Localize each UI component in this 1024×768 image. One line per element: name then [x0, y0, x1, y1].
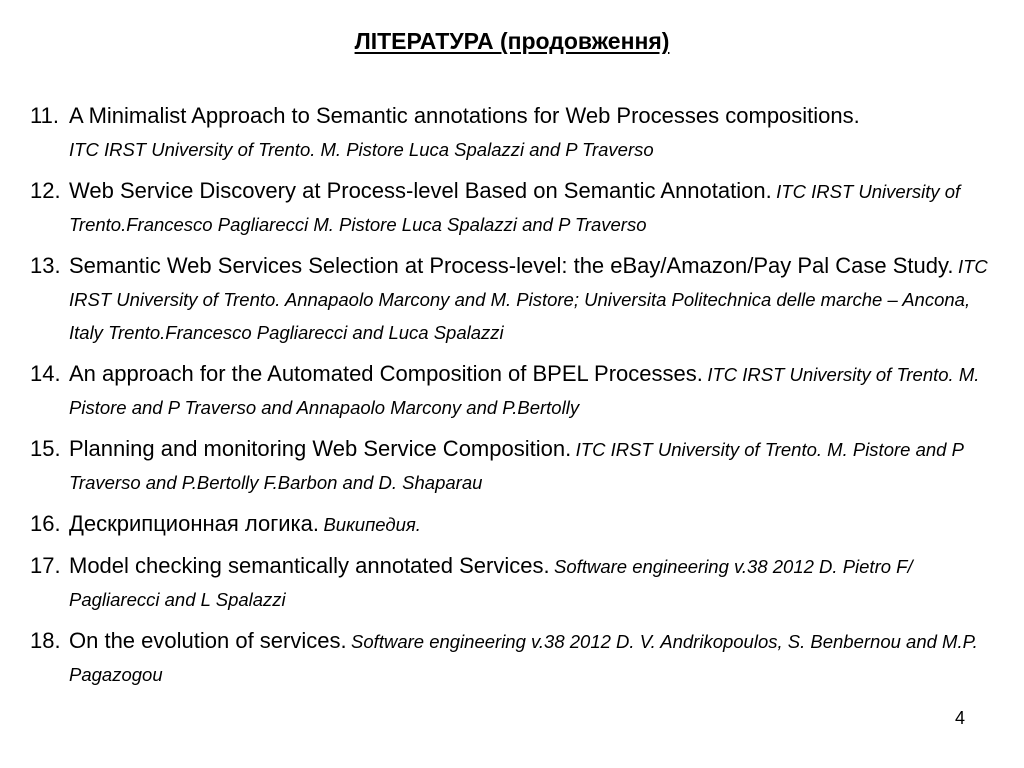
reference-source: Software engineering v.38 2012 D. V. Andrikopoulos, S. Benbernou and M.P. Pagazogou: [69, 631, 978, 685]
reference-title: A Minimalist Approach to Semantic annotations for Web Processes compositions.: [69, 103, 860, 128]
reference-number: 13.: [30, 253, 61, 278]
reference-item-12: [30, 175, 1005, 242]
reference-item-15: [30, 433, 1005, 500]
reference-title: Planning and monitoring Web Service Composition.: [69, 436, 572, 461]
reference-source: ITC IRST University of Trento. M. Pistore and P Traverso and Annapaolo Marcony and P.Bertolly: [69, 364, 980, 418]
reference-item-11: [30, 100, 1005, 167]
reference-body: [69, 508, 1005, 542]
reference-body: [69, 100, 1005, 167]
reference-number: 12.: [30, 178, 61, 203]
reference-number: 18.: [30, 628, 61, 653]
reference-item-17: [30, 550, 1005, 617]
page-number: 4: [954, 708, 965, 728]
reference-number: 11.: [30, 103, 59, 128]
reference-source: ITC IRST University of Trento. M. Pistore Luca Spalazzi and P Traverso: [69, 139, 654, 160]
reference-list: [30, 100, 1005, 700]
reference-number: 15.: [30, 436, 61, 461]
reference-body: [69, 550, 1005, 617]
reference-title: On the evolution of services.: [69, 628, 347, 653]
reference-title: Model checking semantically annotated Services.: [69, 553, 550, 578]
reference-item-16: [30, 508, 1005, 542]
slide-title-text: ЛІТЕРАТУРА (продовження): [354, 28, 670, 54]
reference-body: [69, 250, 1005, 350]
reference-source: Software engineering v.38 2012 D. Pietro F/ Pagliarecci and L Spalazzi: [69, 556, 913, 610]
reference-source: ITC IRST University of Trento. M. Pistore and P Traverso and P.Bertolly F.Barbon and D. Shaparau: [69, 439, 964, 493]
reference-item-13: [30, 250, 1005, 350]
reference-source: ITC IRST University of Trento. Annapaolo Marcony and M. Pistore; Universita Politechnica delle marche – Ancona, Italy Trento.Francesco Pagliarecci and Luca Spalazzi: [69, 256, 988, 343]
reference-number: 16.: [30, 511, 61, 536]
reference-body: [69, 175, 1005, 242]
reference-body: [69, 358, 1005, 425]
slide-title: [0, 28, 1024, 55]
reference-title: Web Service Discovery at Process-level Based on Semantic Annotation.: [69, 178, 772, 203]
reference-body: [69, 433, 1005, 500]
reference-number: 17.: [30, 553, 61, 578]
reference-item-14: [30, 358, 1005, 425]
reference-title: An approach for the Automated Composition of BPEL Processes.: [69, 361, 703, 386]
reference-number: 14.: [30, 361, 61, 386]
reference-body: [69, 625, 1005, 692]
reference-source: ITC IRST University of Trento.Francesco Pagliarecci M. Pistore Luca Spalazzi and P Traverso: [69, 181, 961, 235]
reference-source: Википедия.: [323, 514, 421, 535]
reference-title: Дескрипционная логика.: [69, 511, 319, 536]
reference-item-18: [30, 625, 1005, 692]
reference-title: Semantic Web Services Selection at Process-level: the eBay/Amazon/Pay Pal Case Study.: [69, 253, 954, 278]
